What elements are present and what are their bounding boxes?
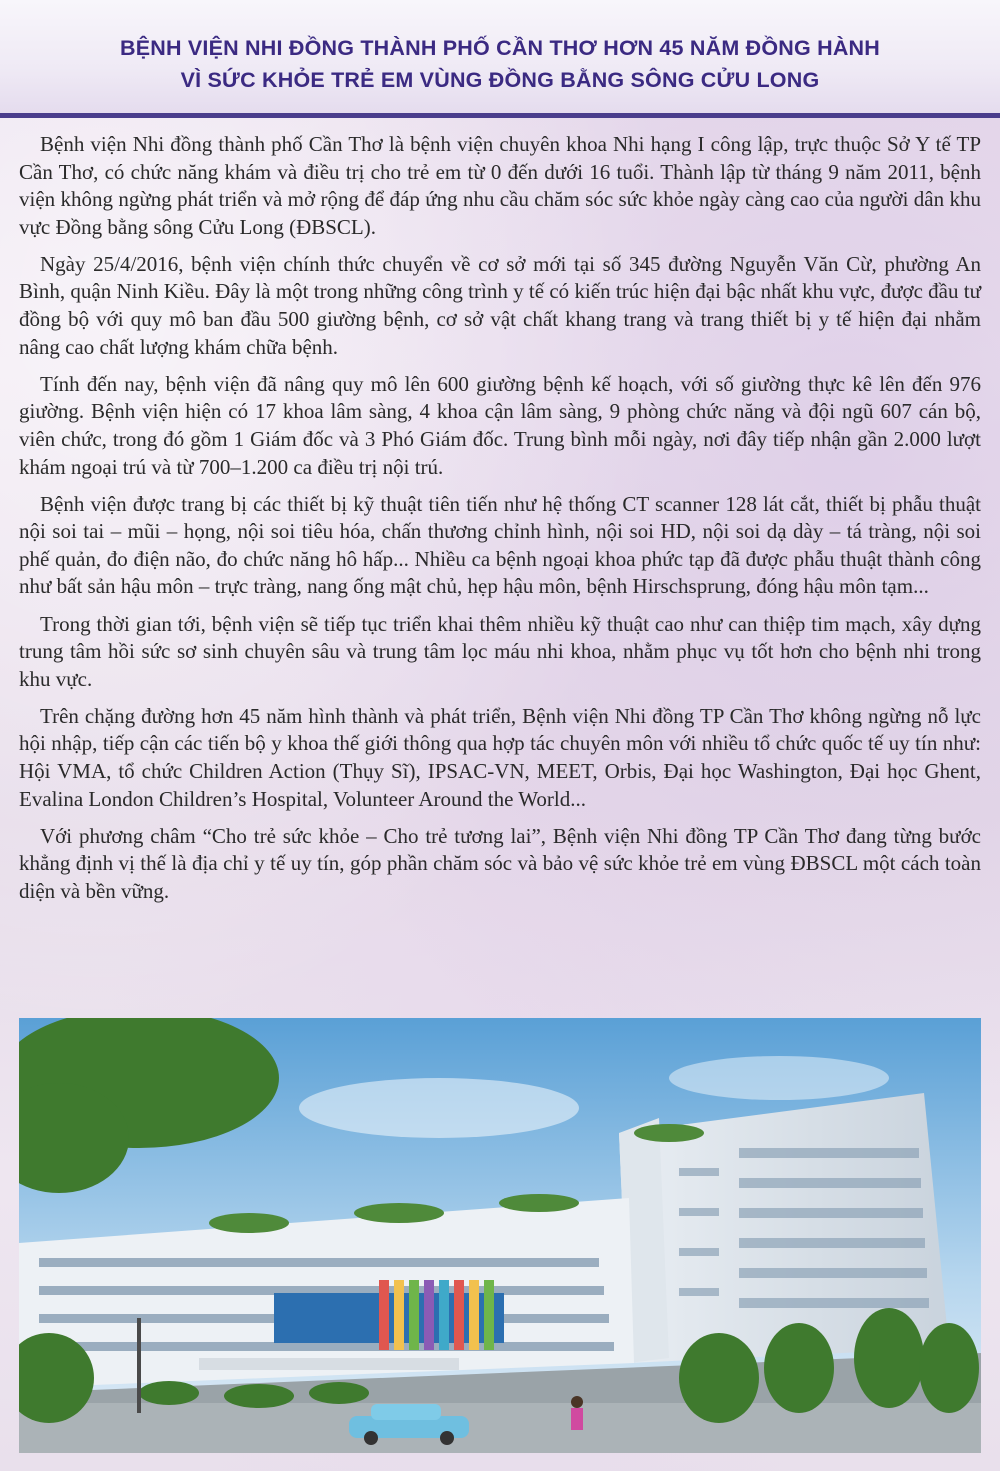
paragraph-4: Bệnh viện được trang bị các thiết bị kỹ thuật tiên tiến như hệ thống CT scanner 128 lát cắt, thiết bị phẫu thuật nội soi tai – mũi – họng, nội soi tiêu hóa, chấn thương chỉnh hình, nội soi HD, nội soi dạ dày – tá tràng, nội soi phế quản, đo điện não, đo chức năng hô hấp... Nhiều ca bệnh ngoại khoa phức tạp đã được phẫu thuật thành công như bất sản hậu môn – trực tràng, nang ống mật chủ, hẹp hậu môn, bệnh Hirschsprung, đóng hậu môn tạm... (19, 491, 981, 599)
road (19, 1403, 981, 1453)
pedestrian (571, 1396, 583, 1430)
paragraph-5: Trong thời gian tới, bệnh viện sẽ tiếp tục triển khai thêm nhiều kỹ thuật cao như can thiệp tim mạch, xây dựng trung tâm hồi sức sơ sinh chuyên sâu và trung tâm lọc máu nhi khoa, nhằm phục vụ tốt hơn cho bệnh nhi trong khu vực. (19, 611, 981, 691)
paragraph-6: Trên chặng đường hơn 45 năm hình thành và phát triển, Bệnh viện Nhi đồng TP Cần Thơ không ngừng nỗ lực hội nhập, tiếp cận các tiến bộ y khoa thế giới thông qua hợp tác chuyên môn với nhiều tổ chức quốc tế uy tín như: Hội VMA, tổ chức Children Action (Thụy Sĩ), IPSAC-VN, MEET, Orbis, Đại học Washington, Đại học Ghent, Evalina London Children’s Hospital, Volunteer Around the World... (19, 703, 981, 811)
cloud (299, 1078, 579, 1138)
title-line-2: VÌ SỨC KHỎE TRẺ EM VÙNG ĐỒNG BẰNG SÔNG CỬU LONG (180, 68, 820, 92)
title-divider (0, 113, 1000, 118)
cloud (669, 1056, 889, 1100)
hospital-building-illustration (19, 1018, 981, 1453)
lamp-post (137, 1318, 141, 1413)
entrance-canopy (199, 1358, 459, 1370)
hospital-photo (19, 1018, 981, 1453)
page-title (20, 32, 980, 96)
paragraph-7: Với phương châm “Cho trẻ sức khỏe – Cho trẻ tương lai”, Bệnh viện Nhi đồng TP Cần Thơ đang từng bước khẳng định vị thế là địa chỉ y tế uy tín, góp phần chăm sóc và bảo vệ sức khỏe trẻ em vùng ĐBSCL một cách toàn diện và bền vững. (19, 823, 981, 903)
paragraph-3: Tính đến nay, bệnh viện đã nâng quy mô lên 600 giường bệnh kế hoạch, với số giường thực kê lên đến 976 giường. Bệnh viện hiện có 17 khoa lâm sàng, 4 khoa cận lâm sàng, 9 phòng chức năng và đội ngũ 607 cán bộ, viên chức, trong đó gồm 1 Giám đốc và 3 Phó Giám đốc. Trung bình mỗi ngày, nơi đây tiếp nhận gần 2.000 lượt khám ngoại trú và từ 700–1.200 ca điều trị nội trú. (19, 371, 981, 479)
article-body (19, 131, 981, 915)
title-line-1: BỆNH VIỆN NHI ĐỒNG THÀNH PHỐ CẦN THƠ HƠN 45 NĂM ĐỒNG HÀNH (120, 36, 880, 60)
paragraph-2: Ngày 25/4/2016, bệnh viện chính thức chuyển về cơ sở mới tại số 345 đường Nguyễn Văn Cừ, phường An Bình, quận Ninh Kiều. Đây là một trong những công trình y tế có kiến trúc hiện đại bậc nhất khu vực, được đầu tư đồng bộ với quy mô ban đầu 500 giường bệnh, cơ sở vật chất khang trang và trang thiết bị y tế hiện đại nhằm nâng cao chất lượng khám chữa bệnh. (19, 251, 981, 359)
paragraph-1: Bệnh viện Nhi đồng thành phố Cần Thơ là bệnh viện chuyên khoa Nhi hạng I công lập, trực thuộc Sở Y tế TP Cần Thơ, có chức năng khám và điều trị cho trẻ em từ 0 đến dưới 16 tuổi. Thành lập từ tháng 9 năm 2011, bệnh viện không ngừng phát triển và mở rộng để đáp ứng nhu cầu chăm sóc sức khỏe ngày càng cao của người dân khu vực Đồng bằng sông Cửu Long (ĐBSCL). (19, 132, 981, 239)
